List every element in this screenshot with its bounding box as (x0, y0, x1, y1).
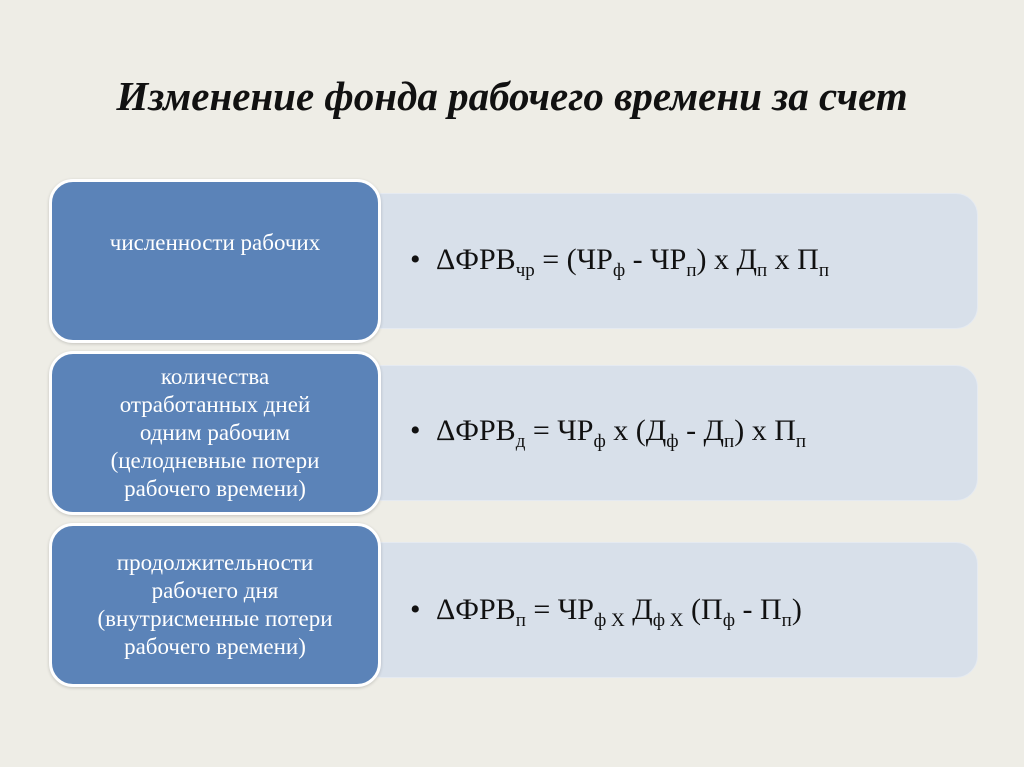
formula-subscript: п (724, 431, 735, 452)
formula-lhs: ΔФРВ (436, 414, 516, 447)
slide-title: Изменение фонда рабочего времени за счет (116, 73, 908, 119)
formula-part: = (ЧР (534, 243, 613, 276)
formula-part: = ЧР (525, 414, 594, 447)
formula-subscript: п (756, 260, 768, 281)
formula-subscript: п (818, 260, 829, 281)
formula-subscript: п (795, 431, 807, 452)
factor-label-workers: численности рабочих (109, 230, 321, 255)
factor-box-days (49, 351, 381, 515)
formula-days (410, 414, 807, 452)
formula-part: ) (791, 593, 802, 626)
formula-part: х П (767, 243, 819, 276)
formula-part: (П (683, 593, 723, 626)
formula-subscript: д (515, 431, 526, 452)
factor-box-duration (49, 523, 381, 687)
formula-lhs: ΔФРВ (436, 593, 516, 626)
factor-box-workers (49, 179, 381, 343)
formula-part: = ЧР (525, 593, 594, 626)
formula-subscript: ф Х (593, 610, 625, 631)
formula-subscript: ф Х (652, 610, 684, 631)
formula-subscript: чр (515, 260, 535, 281)
formula-subscript: ф (612, 260, 626, 281)
formula-duration (410, 593, 802, 631)
formula-part: Д (624, 593, 653, 626)
formula-part: ) х Д (696, 243, 757, 276)
bullet: • (410, 414, 421, 447)
formula-subscript: п (686, 260, 697, 281)
bullet: • (410, 243, 421, 276)
formula-subscript: ф (722, 610, 735, 631)
factor-label-days: количества отработанных дней одним рабочим (целодневные потери рабочего времени) (110, 364, 320, 501)
formula-part: х (Д (605, 414, 667, 447)
formula-subscript: ф (593, 431, 606, 452)
formula-part: - Д (678, 414, 725, 447)
formula-lhs: ΔФРВ (436, 243, 516, 276)
bullet: • (410, 593, 421, 626)
formula-subscript: п (781, 610, 792, 631)
formula-workers (410, 243, 829, 281)
formula-part: - ЧР (625, 243, 687, 276)
factor-label-duration: продолжительности рабочего дня (внутрисменные потери рабочего времени) (97, 550, 333, 659)
formula-part: ) х П (734, 414, 796, 447)
formula-part: - П (735, 593, 782, 626)
formula-subscript: ф (666, 431, 679, 452)
formula-subscript: п (515, 610, 526, 631)
